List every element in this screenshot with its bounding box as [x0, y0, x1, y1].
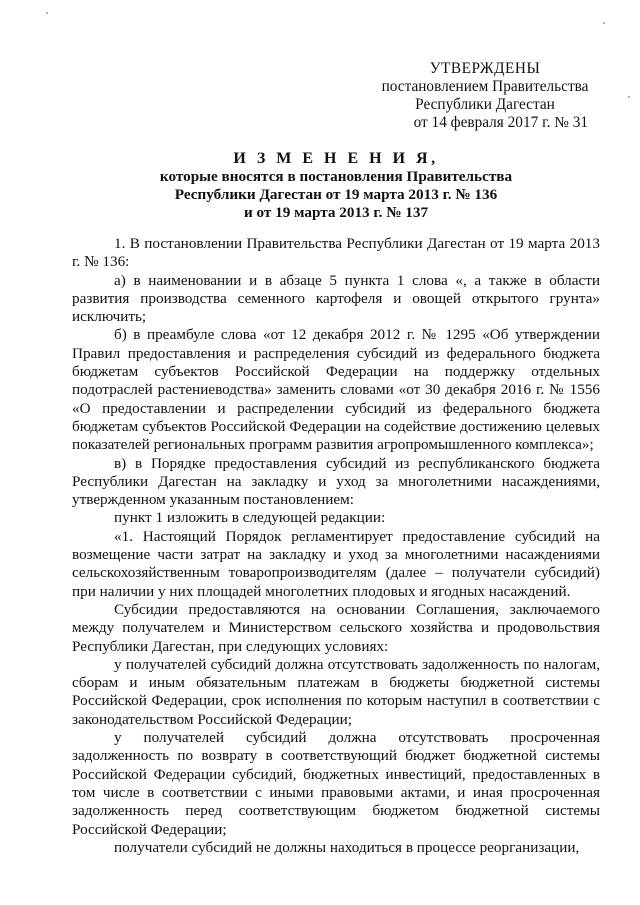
approval-line-1: постановлением Правительства — [381, 78, 589, 95]
paragraph-1: 1. В постановлении Правительства Республики Дагестан от 19 марта 2013 г. № 136: — [72, 235, 600, 271]
paragraph-5: пункт 1 изложить в следующей редакции: — [114, 509, 386, 527]
title-heading: И З М Е Н Е Н И Я, — [233, 150, 439, 167]
approval-stamp — [380, 60, 590, 132]
document-title — [72, 150, 600, 222]
scan-speck — [628, 96, 630, 98]
approval-date: от 14 февраля 2017 г. № 31 — [413, 114, 588, 131]
approval-heading: УТВЕРЖДЕНЫ — [429, 60, 541, 77]
paragraph-6: «1. Настоящий Порядок регламентирует предоставление субсидий на возмещение части затрат на закладку и уход за многолетними насаждениями сельскохозяйственным товаропроизводителям (далее – получатели субсидий) при наличии у них площадей многолетних плодовых и ягодных насаждений. — [72, 527, 600, 600]
paragraph-3: б) в преамбуле слова «от 12 декабря 2012 г. № 1295 «Об утверждении Правил предоставления и распределения субсидий из федерального бюджета бюджетам субъектов Российской Федерации на поддержку отдельных подотраслей растениеводства» заменить словами «от 30 декабря 2016 г. № 1556 «О предоставлении и распределении субсидий из федерального бюджета бюджетам субъектов Российской Федерации на содействие достижению целевых показателей региональных программ развития агропромышленного комплекса»; — [72, 326, 600, 454]
scan-speck — [46, 12, 48, 14]
scan-speck — [603, 22, 605, 24]
approval-line-2: Республики Дагестан — [415, 96, 555, 113]
paragraph-4: в) в Порядке предоставления субсидий из республиканского бюджета Республики Дагестан на закладку и уход за многолетними насаждениями, утвержденном указанным постановлением: — [72, 454, 600, 509]
title-line-2: которые вносятся в постановления Правительства — [159, 168, 513, 185]
paragraph-8: у получателей субсидий должна отсутствовать задолженность по налогам, сборам и иным обязательным платежам в бюджеты бюджетной системы Российской Федерации, срок исполнения по которым наступил в соответствии с законодательством Российской Федерации; — [72, 655, 600, 728]
title-line-4: и от 19 марта 2013 г. № 137 — [243, 204, 429, 221]
document-body — [72, 235, 600, 857]
paragraph-9: у получателей субсидий должна отсутствовать просроченная задолженность по возврату в соответствующий бюджет бюджетной системы Российской Федерации субсидий, бюджетных инвестиций, предоставленных в том числе в соответствии с иными правовыми актами, и иная просроченная задолженность перед соответствующим бюджетом бюджетной системы Российской Федерации; — [72, 729, 600, 838]
title-line-3: Республики Дагестан от 19 марта 2013 г. № 136 — [174, 186, 498, 203]
paragraph-10: получатели субсидий не должны находиться в процессе реорганизации, — [114, 838, 580, 856]
paragraph-2: а) в наименовании и в абзаце 5 пункта 1 слова «, а также в области развития производства семенного картофеля и овощей открытого грунта» исключить; — [72, 271, 600, 326]
paragraph-7: Субсидии предоставляются на основании Соглашения, заключаемого между получателем и Министерством сельского хозяйства и продовольствия Республики Дагестан, при следующих условиях: — [72, 600, 600, 655]
